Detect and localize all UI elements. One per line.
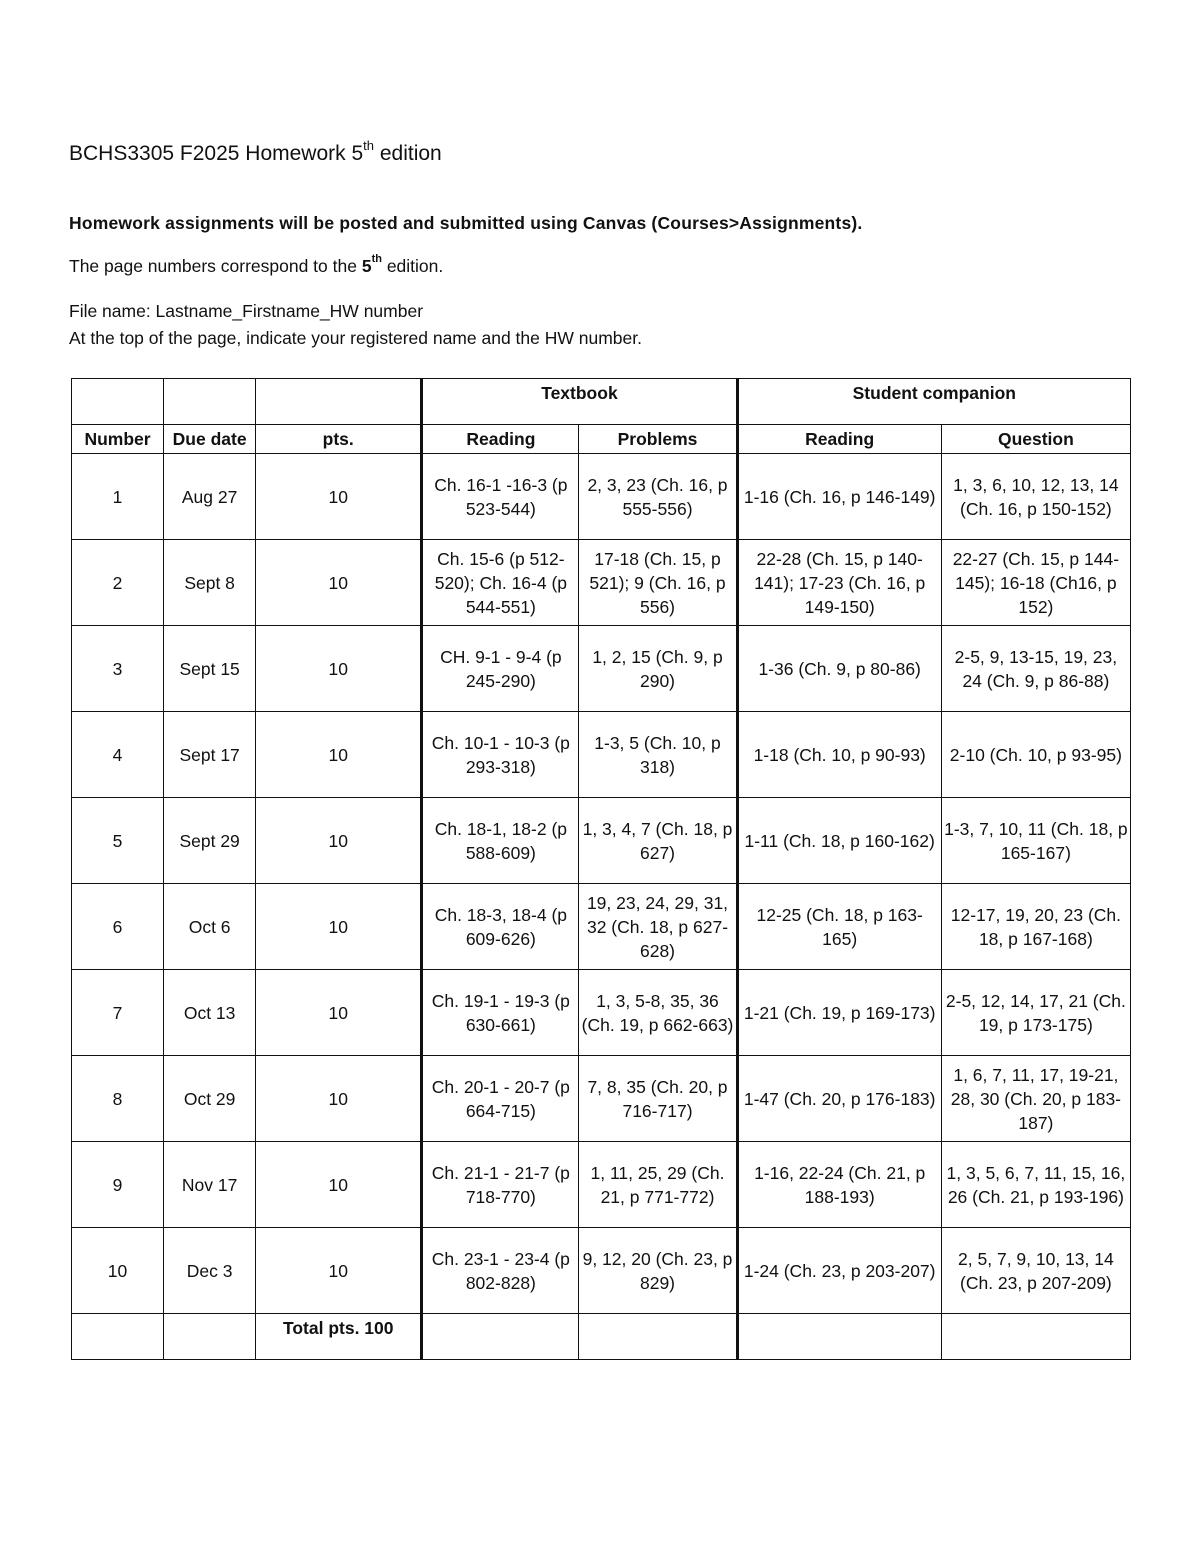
textbook-problems-cell: 1, 2, 15 (Ch. 9, p 290) (579, 626, 737, 712)
due-date-cell: Oct 13 (164, 970, 256, 1056)
due-date-cell: Nov 17 (164, 1142, 256, 1228)
group-header-row (72, 379, 1131, 425)
companion-question-cell: 1, 6, 7, 11, 17, 19-21, 28, 30 (Ch. 20, p 183-187) (941, 1056, 1130, 1142)
companion-question-cell: 12-17, 19, 20, 23 (Ch. 18, p 167-168) (941, 884, 1130, 970)
column-header-due-date: Due date (164, 425, 256, 454)
empty-header-cell (164, 379, 256, 425)
due-date-cell: Oct 29 (164, 1056, 256, 1142)
textbook-reading-cell: Ch. 16-1 -16-3 (p 523-544) (422, 454, 579, 540)
companion-reading-cell: 12-25 (Ch. 18, p 163-165) (737, 884, 941, 970)
page-title (69, 138, 442, 166)
homework-table (71, 378, 1131, 1360)
due-date-cell: Sept 29 (164, 798, 256, 884)
empty-total-cell (579, 1314, 737, 1360)
pts-cell: 10 (256, 1228, 422, 1314)
table-row (72, 1228, 1131, 1314)
companion-reading-cell: 1-18 (Ch. 10, p 90-93) (737, 712, 941, 798)
edition-note-tail: edition. (381, 256, 444, 276)
number-cell: 2 (72, 540, 164, 626)
table-row (72, 1142, 1131, 1228)
companion-question-cell: 2-5, 9, 13-15, 19, 23, 24 (Ch. 9, p 86-88) (941, 626, 1130, 712)
due-date-cell: Sept 17 (164, 712, 256, 798)
companion-reading-cell: 1-16 (Ch. 16, p 146-149) (737, 454, 941, 540)
companion-question-cell: 2-5, 12, 14, 17, 21 (Ch. 19, p 173-175) (941, 970, 1130, 1056)
textbook-group-header: Textbook (422, 379, 737, 425)
pts-cell: 10 (256, 626, 422, 712)
edition-number (361, 253, 382, 276)
table-row (72, 1056, 1131, 1142)
number-cell: 7 (72, 970, 164, 1056)
total-points-label: Total pts. 100 (256, 1314, 422, 1360)
textbook-problems-cell: 1, 3, 5-8, 35, 36 (Ch. 19, p 662-663) (579, 970, 737, 1056)
textbook-reading-cell: CH. 9-1 - 9-4 (p 245-290) (422, 626, 579, 712)
companion-question-cell: 2-10 (Ch. 10, p 93-95) (941, 712, 1130, 798)
companion-reading-cell: 1-47 (Ch. 20, p 176-183) (737, 1056, 941, 1142)
textbook-reading-cell: Ch. 23-1 - 23-4 (p 802-828) (422, 1228, 579, 1314)
empty-header-cell (256, 379, 422, 425)
number-cell: 8 (72, 1056, 164, 1142)
companion-question-cell: 1, 3, 6, 10, 12, 13, 14 (Ch. 16, p 150-152) (941, 454, 1130, 540)
total-row (72, 1314, 1131, 1360)
empty-total-cell (737, 1314, 941, 1360)
number-cell: 5 (72, 798, 164, 884)
number-cell: 4 (72, 712, 164, 798)
companion-reading-cell: 1-24 (Ch. 23, p 203-207) (737, 1228, 941, 1314)
column-header-companion-question: Question (941, 425, 1130, 454)
companion-reading-cell: 22-28 (Ch. 15, p 140-141); 17-23 (Ch. 16, p 149-150) (737, 540, 941, 626)
empty-total-cell (164, 1314, 256, 1360)
empty-header-cell (72, 379, 164, 425)
empty-total-cell (941, 1314, 1130, 1360)
table-row (72, 884, 1131, 970)
top-of-page-line: At the top of the page, indicate your registered name and the HW number. (69, 328, 642, 348)
pts-cell: 10 (256, 712, 422, 798)
pts-cell: 10 (256, 1056, 422, 1142)
table-row (72, 798, 1131, 884)
companion-reading-cell: 1-21 (Ch. 19, p 169-173) (737, 970, 941, 1056)
number-cell: 1 (72, 454, 164, 540)
pts-cell: 10 (256, 454, 422, 540)
textbook-problems-cell: 7, 8, 35 (Ch. 20, p 716-717) (579, 1056, 737, 1142)
file-name-line: File name: Lastname_Firstname_HW number (69, 301, 424, 321)
number-cell: 3 (72, 626, 164, 712)
textbook-reading-cell: Ch. 20-1 - 20-7 (p 664-715) (422, 1056, 579, 1142)
table-row (72, 712, 1131, 798)
textbook-problems-cell: 9, 12, 20 (Ch. 23, p 829) (579, 1228, 737, 1314)
file-instructions (69, 298, 642, 352)
column-header-textbook-reading: Reading (422, 425, 579, 454)
number-cell: 9 (72, 1142, 164, 1228)
textbook-problems-cell: 1-3, 5 (Ch. 10, p 318) (579, 712, 737, 798)
column-header-number: Number (72, 425, 164, 454)
empty-total-cell (422, 1314, 579, 1360)
student-companion-group-header: Student companion (737, 379, 1130, 425)
pts-cell: 10 (256, 540, 422, 626)
due-date-cell: Dec 3 (164, 1228, 256, 1314)
companion-question-cell: 1-3, 7, 10, 11 (Ch. 18, p 165-167) (941, 798, 1130, 884)
column-header-pts: pts. (256, 425, 422, 454)
due-date-cell: Oct 6 (164, 884, 256, 970)
textbook-problems-cell: 19, 23, 24, 29, 31, 32 (Ch. 18, p 627-628) (579, 884, 737, 970)
table-row (72, 454, 1131, 540)
due-date-cell: Sept 8 (164, 540, 256, 626)
textbook-problems-cell: 1, 3, 4, 7 (Ch. 18, p 627) (579, 798, 737, 884)
edition-note-text: The page numbers correspond to the (69, 256, 362, 276)
companion-reading-cell: 1-11 (Ch. 18, p 160-162) (737, 798, 941, 884)
textbook-reading-cell: Ch. 18-1, 18-2 (p 588-609) (422, 798, 579, 884)
textbook-reading-cell: Ch. 10-1 - 10-3 (p 293-318) (422, 712, 579, 798)
pts-cell: 10 (256, 970, 422, 1056)
table-row (72, 626, 1131, 712)
title-superscript: th (363, 138, 374, 153)
textbook-problems-cell: 1, 11, 25, 29 (Ch. 21, p 771-772) (579, 1142, 737, 1228)
number-cell: 10 (72, 1228, 164, 1314)
table-row (72, 540, 1131, 626)
companion-question-cell: 22-27 (Ch. 15, p 144-145); 16-18 (Ch16, p 152) (941, 540, 1130, 626)
textbook-reading-cell: Ch. 18-3, 18-4 (p 609-626) (422, 884, 579, 970)
submission-notice: Homework assignments will be posted and submitted using Canvas (Courses>Assignments). (69, 213, 863, 233)
pts-cell: 10 (256, 1142, 422, 1228)
pts-cell: 10 (256, 884, 422, 970)
title-text: BCHS3305 F2025 Homework 5 (69, 142, 364, 165)
pts-cell: 10 (256, 798, 422, 884)
column-header-textbook-problems: Problems (579, 425, 737, 454)
companion-reading-cell: 1-16, 22-24 (Ch. 21, p 188-193) (737, 1142, 941, 1228)
title-tail: edition (374, 142, 442, 165)
number-cell: 6 (72, 884, 164, 970)
due-date-cell: Sept 15 (164, 626, 256, 712)
column-header-companion-reading: Reading (737, 425, 941, 454)
companion-question-cell: 1, 3, 5, 6, 7, 11, 15, 16, 26 (Ch. 21, p 193-196) (941, 1142, 1130, 1228)
column-header-row (72, 425, 1131, 454)
table-row (72, 970, 1131, 1056)
textbook-reading-cell: Ch. 15-6 (p 512-520); Ch. 16-4 (p 544-551) (422, 540, 579, 626)
textbook-reading-cell: Ch. 21-1 - 21-7 (p 718-770) (422, 1142, 579, 1228)
edition-note (69, 253, 444, 277)
companion-question-cell: 2, 5, 7, 9, 10, 13, 14 (Ch. 23, p 207-209) (941, 1228, 1130, 1314)
textbook-problems-cell: 17-18 (Ch. 15, p 521); 9 (Ch. 16, p 556) (579, 540, 737, 626)
companion-reading-cell: 1-36 (Ch. 9, p 80-86) (737, 626, 941, 712)
textbook-reading-cell: Ch. 19-1 - 19-3 (p 630-661) (422, 970, 579, 1056)
edition-number-value: 5 (361, 256, 372, 276)
empty-total-cell (72, 1314, 164, 1360)
due-date-cell: Aug 27 (164, 454, 256, 540)
textbook-problems-cell: 2, 3, 23 (Ch. 16, p 555-556) (579, 454, 737, 540)
edition-superscript: th (371, 253, 382, 265)
